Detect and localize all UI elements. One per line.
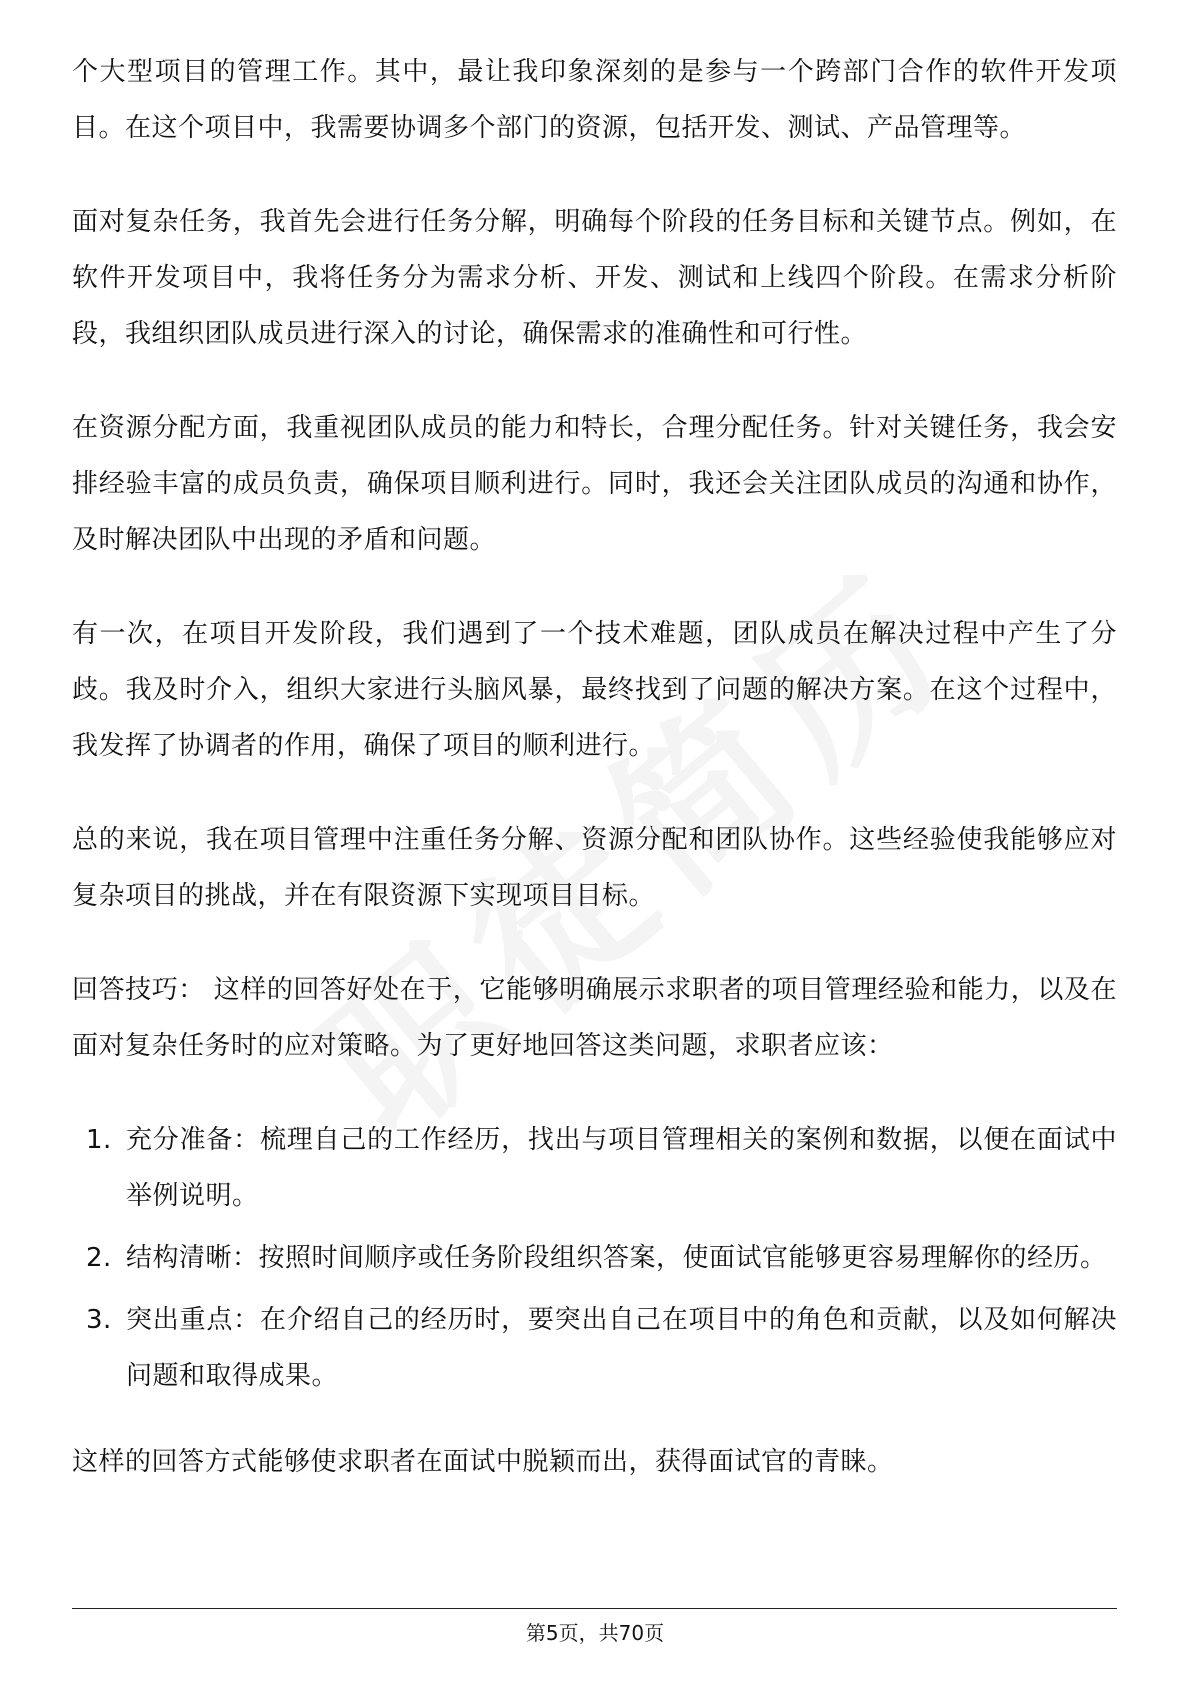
list-number: 3.	[86, 1305, 112, 1335]
list-number: 1.	[86, 1125, 112, 1155]
list-item	[72, 1230, 1117, 1286]
tips-list	[72, 1112, 1117, 1404]
list-text: 突出重点：在介绍自己的经历时，要突出自己在项目中的角色和贡献，以及如何解决问题和取得成果。	[126, 1305, 1117, 1391]
paragraph-1: 个大型项目的管理工作。其中，最让我印象深刻的是参与一个跨部门合作的软件开发项目。在这个项目中，我需要协调多个部门的资源，包括开发、测试、产品管理等。	[72, 57, 1117, 143]
paragraph-5: 总的来说，我在项目管理中注重任务分解、资源分配和团队协作。这些经验使我能够应对复杂项目的挑战，并在有限资源下实现项目目标。	[72, 825, 1117, 911]
page-number: 第5页，共70页	[525, 1621, 665, 1645]
paragraph-tips: 回答技巧： 这样的回答好处在于，它能够明确展示求职者的项目管理经验和能力，以及在面对复杂任务时的应对策略。为了更好地回答这类问题，求职者应该：	[72, 975, 1117, 1061]
paragraph-4: 有一次，在项目开发阶段，我们遇到了一个技术难题，团队成员在解决过程中产生了分歧。我及时介入，组织大家进行头脑风暴，最终找到了问题的解决方案。在这个过程中，我发挥了协调者的作用，确保了项目的顺利进行。	[72, 619, 1117, 761]
list-text: 结构清晰：按照时间顺序或任务阶段组织答案，使面试官能够更容易理解你的经历。	[126, 1243, 1107, 1273]
list-text: 充分准备：梳理自己的工作经历，找出与项目管理相关的案例和数据，以便在面试中举例说明。	[126, 1125, 1117, 1211]
closing-paragraph: 这样的回答方式能够使求职者在面试中脱颖而出，获得面试官的青睐。	[72, 1447, 894, 1477]
list-item	[72, 1112, 1117, 1224]
list-number: 2.	[86, 1243, 112, 1273]
footer-divider	[72, 1608, 1117, 1609]
paragraph-2: 面对复杂任务，我首先会进行任务分解，明确每个阶段的任务目标和关键节点。例如，在软件开发项目中，我将任务分为需求分析、开发、测试和上线四个阶段。在需求分析阶段，我组织团队成员进行深入的讨论，确保需求的准确性和可行性。	[72, 207, 1117, 349]
document-body	[72, 44, 1117, 1528]
list-item	[72, 1292, 1117, 1404]
paragraph-3: 在资源分配方面，我重视团队成员的能力和特长，合理分配任务。针对关键任务，我会安排经验丰富的成员负责，确保项目顺利进行。同时，我还会关注团队成员的沟通和协作，及时解决团队中出现的矛盾和问题。	[72, 413, 1117, 555]
